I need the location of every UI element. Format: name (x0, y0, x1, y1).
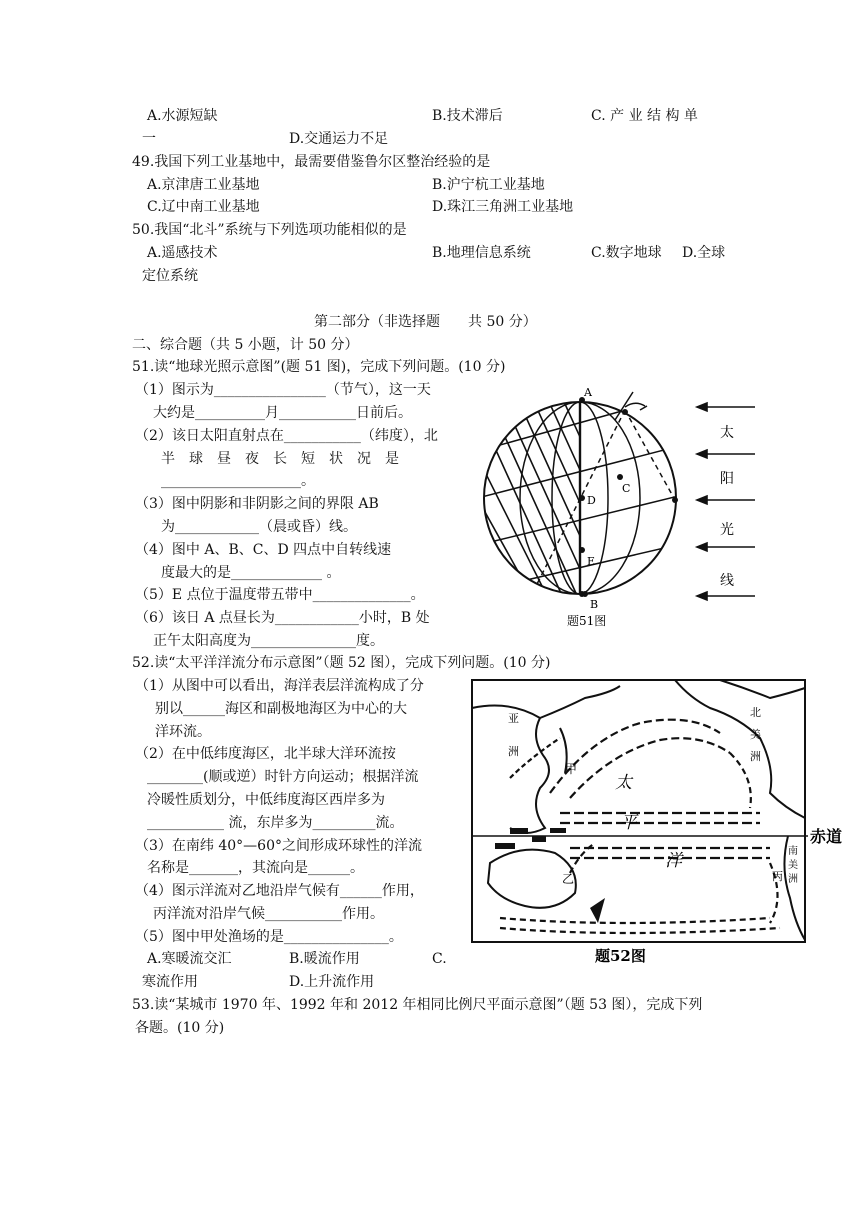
q52-line: （2）在中低纬度海区，北半球大洋环流按 (135, 746, 396, 762)
q52-line: 别以______海区和副极地海区为中心的大 (155, 701, 407, 717)
q48-option-d: D.交通运力不足 (289, 131, 389, 147)
q52-line: 冷暖性质划分，中低纬度海区西岸多为 (147, 792, 385, 808)
label-ocean-2: 平 (620, 813, 637, 833)
section-title: 二、综合题（共 5 小题，计 50 分） (132, 337, 359, 353)
q51-line: （4）图中 A、B、C、D 四点中自转线速 (135, 542, 392, 558)
label-yi: 乙 (562, 872, 575, 886)
q49-option-b: B.沪宁杭工业基地 (432, 177, 545, 193)
figure-51-caption: 题51图 (567, 614, 607, 628)
q51-line: （3）图中阴影和非阴影之间的界限 AB (135, 496, 379, 512)
q53-stem: 53.读“某城市 1970 年、1992 年和 2012 年相同比例尺平面示意图”（题 53 图），完成下列 (132, 997, 703, 1013)
q49-option-d: D.珠江三角洲工业基地 (432, 199, 574, 215)
equator-label: 赤道 (810, 827, 843, 846)
label-asia-2: 洲 (508, 745, 519, 758)
q52-line: ________(顺或逆）时针方向运动；根据洋流 (147, 769, 419, 785)
q50-option-a: A.遥感技术 (147, 245, 218, 261)
q49-stem: 49.我国下列工业基地中，最需要借鉴鲁尔区整治经验的是 (132, 154, 491, 170)
q51-line: （1）图示为________________（节气），这一天 (135, 382, 431, 398)
label-sa-3: 洲 (788, 874, 798, 885)
q51-line: 半 球 昼 夜 长 短 状 况 是 (161, 451, 399, 467)
q50-stem: 50.我国“北斗”系统与下列选项功能相似的是 (132, 222, 407, 238)
q51-line: （5）E 点位于温度带五带中______________。 (135, 587, 425, 603)
label-b: B (590, 598, 599, 611)
q48-option-a: A.水源短缺 (147, 108, 218, 124)
q51-line: （6）该日 A 点昼长为____________小时，B 处 (135, 610, 430, 626)
q50-option-d: D.全球 (682, 245, 726, 261)
q52-line: （5）图中甲处渔场的是_______________。 (135, 929, 403, 945)
label-ocean-1: 太 (615, 773, 632, 793)
q50-option-d-cont: 定位系统 (142, 268, 198, 284)
label-asia-1: 亚 (508, 712, 519, 725)
q52-line: 丙洋流对沿岸气候___________作用。 (153, 906, 384, 922)
part2-title: 第二部分（非选择题 共 50 分） (314, 314, 537, 330)
q52-line: ___________ 流，东岸多为_________流。 (147, 815, 404, 831)
label-sa-2: 美 (788, 860, 798, 871)
sun-char-2: 阳 (720, 471, 734, 487)
q52-option-a: A.寒暖流交汇 (147, 951, 232, 967)
graticule (475, 392, 695, 594)
q51-line: 度最大的是_____________ 。 (161, 565, 341, 581)
q52-line: （4）图示洋流对乙地沿岸气候有______作用， (135, 883, 424, 899)
earth-illumination-figure (475, 382, 765, 632)
q52-option-c: C. (432, 951, 447, 967)
sun-char-3: 光 (720, 522, 734, 538)
label-e: E (587, 555, 596, 568)
q51-line: 为____________（晨或昏）线。 (161, 519, 357, 535)
q48-option-c: C. 产 业 结 构 单 (591, 108, 698, 124)
label-a: A (584, 386, 592, 399)
map-frame (472, 680, 805, 942)
label-na-3: 洲 (750, 750, 761, 763)
sun-char-4: 线 (720, 573, 734, 589)
label-sa-1: 南 (788, 846, 798, 857)
label-ocean-3: 洋 (665, 851, 682, 871)
q48-option-b: B.技术滞后 (432, 108, 503, 124)
q52-line: 名称是_______，其流向是______。 (147, 860, 364, 876)
q50-option-c: C.数字地球 (591, 245, 662, 261)
label-na-1: 北 (750, 706, 761, 719)
q51-line: 大约是__________月___________日前后。 (153, 405, 412, 421)
sun-char-1: 太 (720, 425, 734, 441)
pacific-currents-figure (470, 678, 860, 968)
q52-option-b: B.暖流作用 (289, 951, 360, 967)
label-c: C (622, 482, 631, 495)
q52-option-d: D.上升流作用 (289, 974, 375, 990)
q49-option-a: A.京津唐工业基地 (147, 177, 260, 193)
q52-stem: 52.读“太平洋洋流分布示意图”（题 52 图），完成下列问题。(10 分) (132, 655, 551, 671)
q52-line: （3）在南纬 40°—60°之间形成环球性的洋流 (135, 838, 422, 854)
q48-option-c-cont: 一 (142, 131, 156, 147)
figure-52-caption: 题52图 (595, 947, 646, 965)
label-bing: 丙 (772, 870, 783, 883)
q51-line: （2）该日太阳直射点在___________（纬度），北 (135, 428, 438, 444)
q53-stem-cont: 各题。(10 分) (135, 1020, 225, 1036)
q51-line: ____________________。 (161, 473, 315, 489)
label-na-2: 美 (750, 728, 761, 741)
q50-option-b: B.地理信息系统 (432, 245, 531, 261)
q51-line: 正午太阳高度为_______________度。 (153, 633, 384, 649)
q52-line: 洋环流。 (155, 724, 211, 740)
q51-stem: 51.读“地球光照示意图”(题 51 图)，完成下列问题。(10 分) (132, 359, 506, 375)
label-d: D (587, 494, 596, 507)
q52-line: （1）从图中可以看出，海洋表层洋流构成了分 (135, 678, 424, 694)
label-jia: 甲 (565, 762, 578, 776)
q52-option-c-cont: 寒流作用 (142, 974, 198, 990)
q49-option-c: C.辽中南工业基地 (147, 199, 260, 215)
